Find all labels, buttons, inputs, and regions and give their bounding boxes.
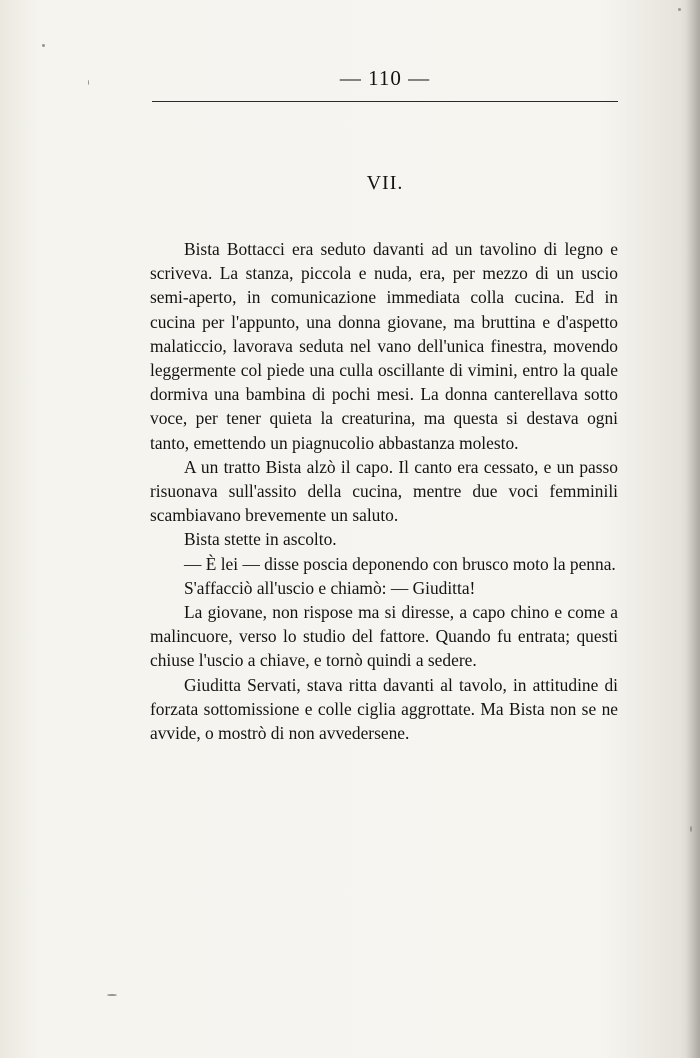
paragraph: Giuditta Servati, stava ritta davanti al tavolo, in attitudine di forzata sottomissione e colle ciglia aggrottate. Ma Bista non se ne avvide, o mostrò di non avvedersene. xyxy=(150,674,618,744)
page-number: — 110 — xyxy=(339,66,431,90)
paragraph: Bista stette in ascolto. xyxy=(184,529,337,550)
paragraph: — È lei — disse poscia deponendo con brusco moto la penna. xyxy=(184,553,616,574)
chapter-heading: VII. xyxy=(366,172,404,194)
paragraph: S'affacciò all'uscio e chiamò: — Giuditta! xyxy=(184,577,476,598)
body-text xyxy=(150,237,618,745)
paragraph: La giovane, non rispose ma si diresse, a capo chino e come a malincuore, verso lo studio del fattore. Quando fu entrata; questi chiuse l'uscio a chiave, e tornò quindi a sedere. xyxy=(150,602,618,671)
header-rule xyxy=(152,101,618,102)
paragraph: A un tratto Bista alzò il capo. Il canto era cessato, e un passo risuonava sull'assito della cucina, mentre due voci femminili scambiavano brevemente un saluto. xyxy=(150,456,618,526)
page-edge-shadow xyxy=(686,0,700,1058)
paragraph: Bista Bottacci era seduto davanti ad un tavolino di legno e scriveva. La stanza, piccola e nuda, era, per mezzo di un uscio semi-aperto, in comunicazione immediata colla cucina. Ed in cucina per l'appunto, una donna giovane, ma bruttina e d'aspetto malaticcio, lavorava seduta nel vano dell'unica finestra, movendo leggermente col piede una culla oscillante di vimini, entro la quale dormiva una bambina di pochi mesi. La donna canterellava sotto voce, per tener quieta la creaturina, ma questa si destava ogni tanto, emettendo un piagnucolio abbastanza molesto. xyxy=(150,239,618,453)
